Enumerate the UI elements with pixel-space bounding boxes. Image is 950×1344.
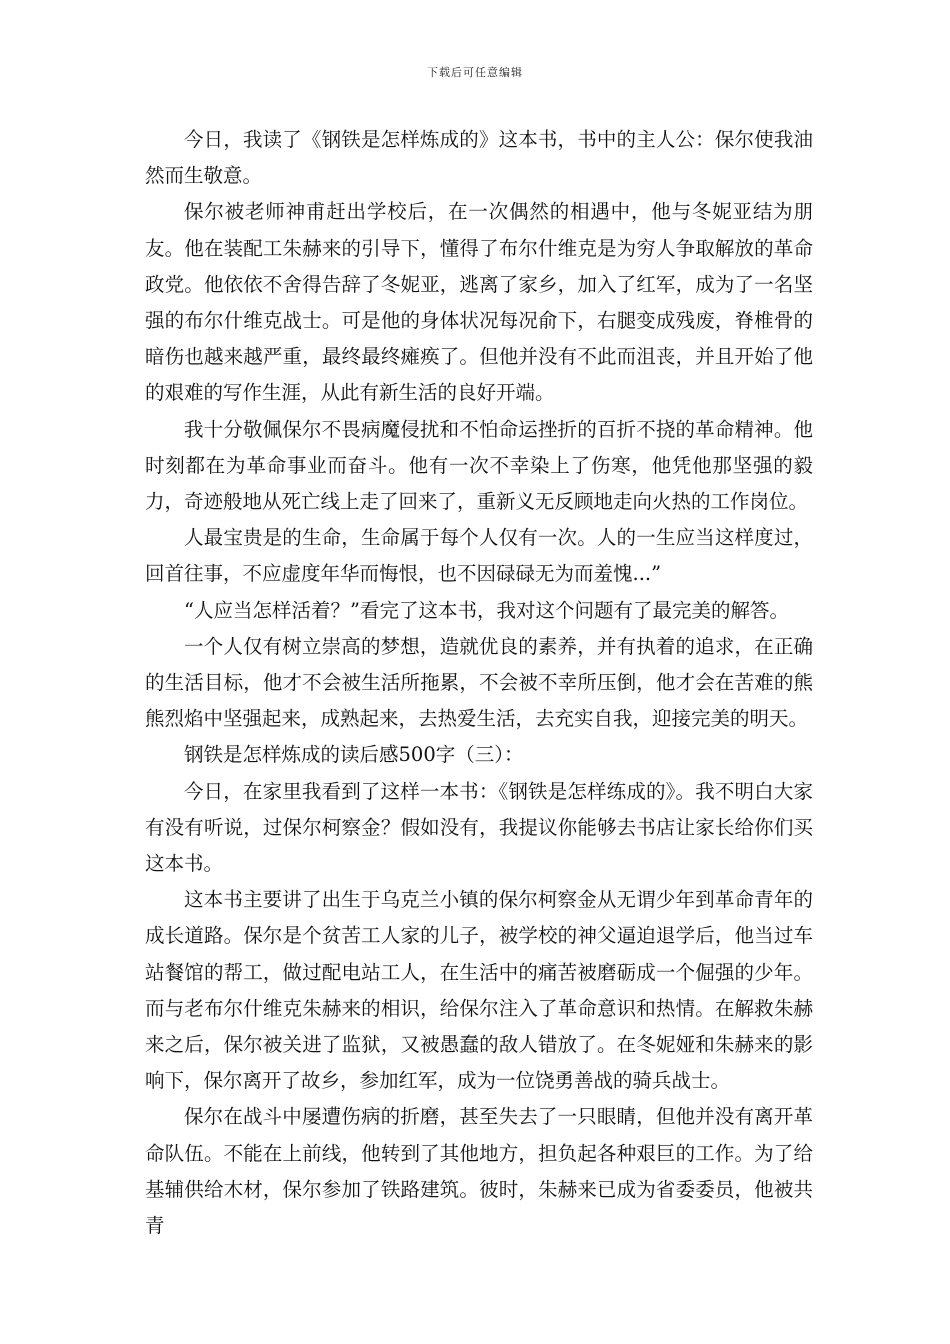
paragraph: 保尔在战斗中屡遭伤病的折磨，甚至失去了一只眼睛，但他并没有离开革命队伍。不能在上前线，他转到了其他地方，担负起各种艰巨的工作。为了给基辅供给木材，保尔参加了铁路建筑。彼时，朱赫来已成为省委委员，他被共青 [145,1105,813,1238]
paragraph: 一个人仅有树立崇高的梦想，造就优良的素养，并有执着的追求，在正确的生活目标，他才不会被生活所拖累，不会被不幸所压倒，他才会在苦难的熊熊烈焰中坚强起来，成熟起来，去热爱生活，去充实自我，迎接完美的明天。 [145,634,813,731]
paragraph: 保尔被老师神甫赶出学校后，在一次偶然的相遇中，他与冬妮亚结为朋友。他在装配工朱赫来的引导下，懂得了布尔什维克是为穷人争取解放的革命政党。他依依不舍得告辞了冬妮亚，逃离了家乡，加入了红军，成为了一名坚强的布尔什维克战士。可是他的身体状况每况俞下，右腿变成残废，脊椎骨的暗伤也越来越严重，最终最终瘫痪了。但他并没有不此而沮丧，并且开始了他的艰难的写作生涯，从此有新生活的良好开端。 [145,200,813,405]
page-header: 下载后可任意编辑 [427,66,523,79]
paragraph: 今日，我读了《钢铁是怎样炼成的》这本书，书中的主人公：保尔使我油然而生敬意。 [145,128,813,188]
paragraph: 人最宝贵是的生命，生命属于每个人仅有一次。人的一生应当这样度过，回首往事，不应虚度年华而悔恨，也不因碌碌无为而羞愧...” [145,526,813,586]
paragraph: 今日，在家里我看到了这样一本书：《钢铁是怎样练成的》。我不明白大家有没有听说，过保尔柯察金？假如没有，我提议你能够去书店让家长给你们买这本书。 [145,779,813,876]
document-body [145,122,813,1244]
paragraph: 我十分敬佩保尔不畏病魔侵扰和不怕命运挫折的百折不挠的革命精神。他时刻都在为革命事业而奋斗。他有一次不幸染上了伤寒，他凭他那坚强的毅力，奇迹般地从死亡线上走了回来了，重新义无反顾地走向火热的工作岗位。 [145,417,813,514]
paragraph: 这本书主要讲了出生于乌克兰小镇的保尔柯察金从无谓少年到革命青年的成长道路。保尔是个贫苦工人家的儿子，被学校的神父逼迫退学后，他当过车站餐馆的帮工，做过配电站工人，在生活中的痛苦被磨砺成一个倔强的少年。而与老布尔什维克朱赫来的相识，给保尔注入了革命意识和热情。在解救朱赫来之后，保尔被关进了监狱，又被愚蠢的敌人错放了。在冬妮娅和朱赫来的影响下，保尔离开了故乡，参加红军，成为一位饶勇善战的骑兵战士。 [145,888,813,1093]
section-heading: 钢铁是怎样炼成的读后感500字（三）： [184,743,524,767]
paragraph: “人应当怎样活着？”看完了这本书，我对这个问题有了最完美的解答。 [184,598,789,622]
